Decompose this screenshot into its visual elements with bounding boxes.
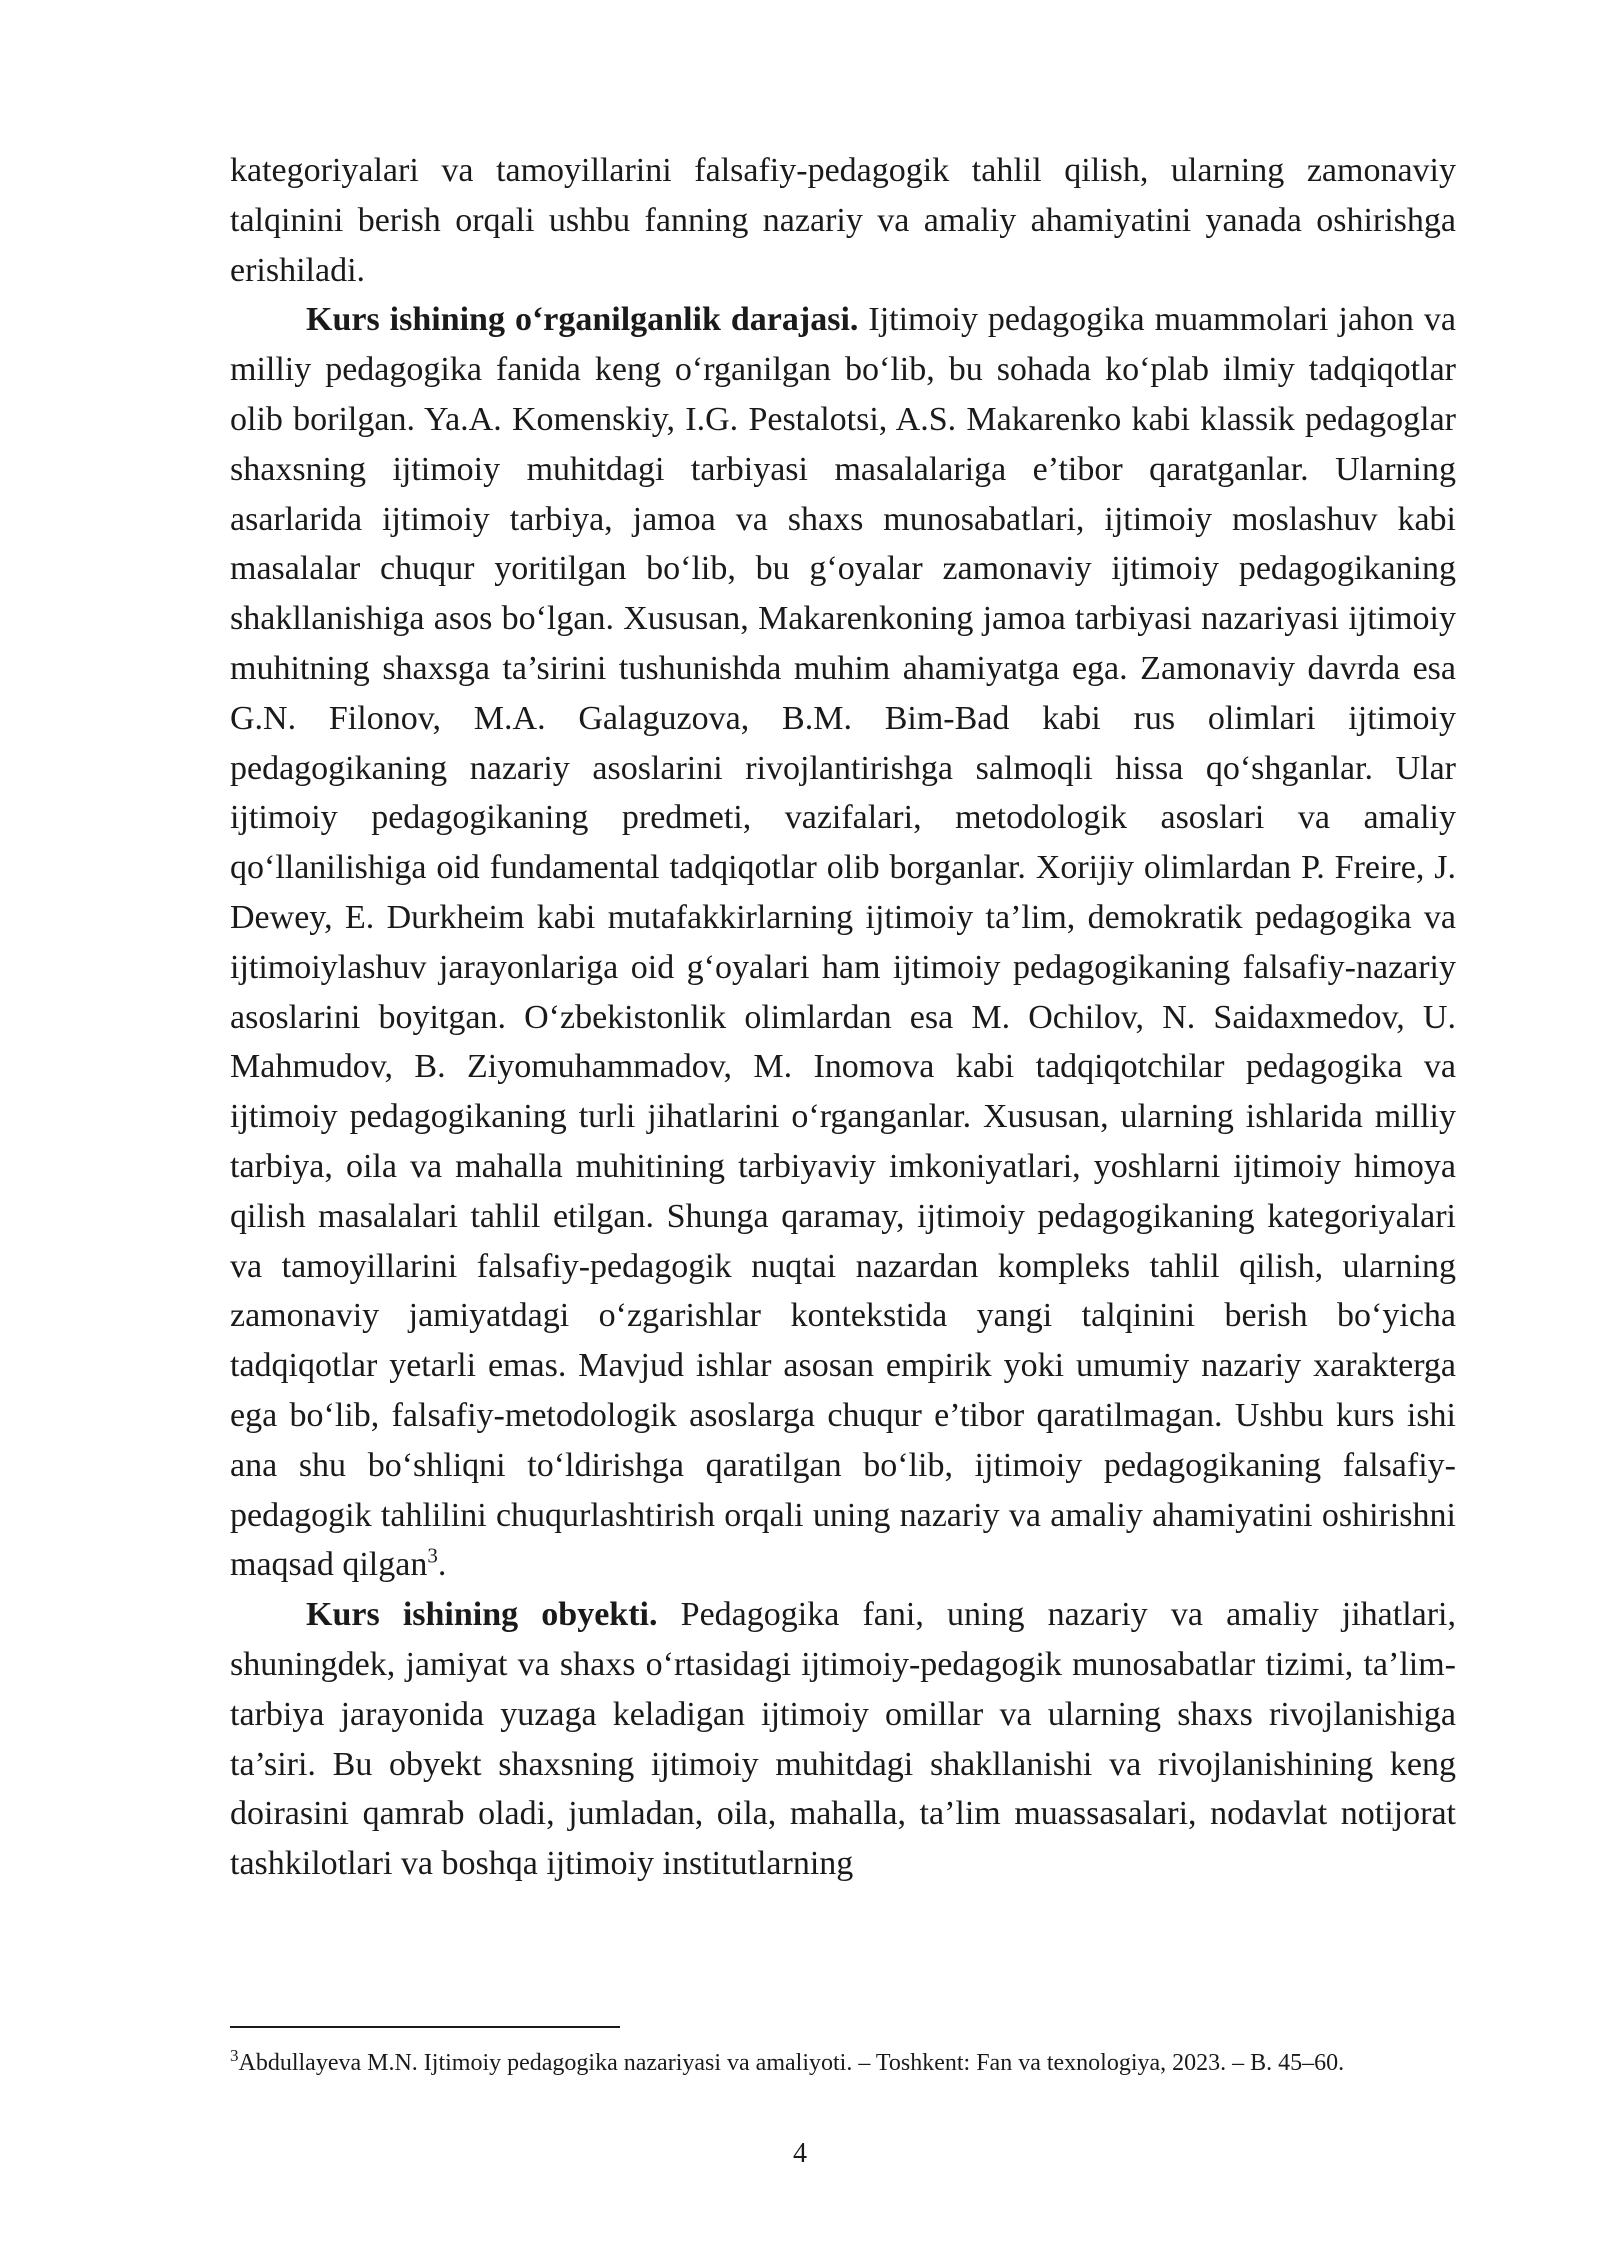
footnote-text: Abdullayeva M.N. Ijtimoiy pedagogika nazariyasi va amaliyoti. – Toshkent: Fan va texnologiya, 2023. – B. 45–60. [238,2050,1345,2076]
paragraph-intro-continuation [230,146,1456,295]
paragraph-study-level [230,295,1456,1590]
paragraph-text: Pedagogika fani, uning nazariy va amaliy jihatlari, shuningdek, jamiyat va shaxs o‘rtasidagi ijtimoiy-pedagogik munosabatlar tizimi, ta’lim-tarbiya jarayonida yuzaga keladigan ijtimoiy omillar va ularning shaxs rivojlanishiga ta’siri. Bu obyekt shaxsning ijtimoiy muhitdagi shakllanishi va rivojlanishining keng doirasini qamrab oladi, jumladan, oila, mahalla, ta’lim muassasalari, nodavlat notijorat tashkilotlari va boshqa ijtimoiy institutlarning [230,1596,1457,1883]
page-number: 4 [793,2138,807,2169]
page-body [230,146,1456,1889]
footnote-divider [230,2026,620,2028]
section-heading-object: Kurs ishining obyekti. [306,1596,658,1634]
paragraph-tail: . [437,1546,447,1584]
paragraph-text: kategoriyalari va tamoyillarini falsafiy-pedagogik tahlil qilish, ularning zamonaviy talqinini berish orqali ushbu fanning nazariy va amaliy ahamiyatini yanada oshirishga erishiladi. [230,152,1456,289]
paragraph-object [230,1590,1456,1889]
section-heading-study-level: Kurs ishining o‘rganilganlik darajasi. [306,301,859,339]
footnote-reference[interactable]: 3 [427,1543,438,1568]
paragraph-text: Ijtimoiy pedagogika muammolari jahon va milliy pedagogika fanida keng o‘rganilgan bo‘lib, bu sohada ko‘plab ilmiy tadqiqotlar olib borilgan. Ya.A. Komenskiy, I.G. Pestalotsi, A.S. Makarenko kabi klassik pedagoglar shaxsning ijtimoiy muhitdagi tarbiyasi masalalariga e’tibor qaratganlar. Ularning asarlarida ijtimoiy tarbiya, jamoa va shaxs munosabatlari, ijtimoiy moslashuv kabi masalalar chuqur yoritilgan bo‘lib, bu g‘oyalar zamonaviy ijtimoiy pedagogikaning shakllanishiga asos bo‘lgan. Xususan, Makarenkoning jamoa tarbiyasi nazariyasi ijtimoiy muhitning shaxsga ta’sirini tushunishda muhim ahamiyatga ega. Zamonaviy davrda esa G.N. Filonov, M.A. Galaguzova, B.M. Bim-Bad kabi rus olimlari ijtimoiy pedagogikaning nazariy asoslarini rivojlantirishga salmoqli hissa qo‘shganlar. Ular ijtimoiy pedagogikaning predmeti, vazifalari, metodologik asoslari va amaliy qo‘llanilishiga oid fundamental tadqiqotlar olib borganlar. Xorijiy olimlardan P. Freire, J. Dewey, E. Durkheim kabi mutafakkirlarning ijtimoiy ta’lim, demokratik pedagogika va ijtimoiylashuv jarayonlariga oid g‘oyalari ham ijtimoiy pedagogikaning falsafiy-nazariy asoslarini boyitgan. O‘zbekistonlik olimlardan esa M. Ochilov, N. Saidaxmedov, U. Mahmudov, B. Ziyomuhammadov, M. Inomova kabi tadqiqotchilar pedagogika va ijtimoiy pedagogikaning turli jihatlarini o‘rganganlar. Xususan, ularning ishlarida milliy tarbiya, oila va mahalla muhitining tarbiyaviy imkoniyatlari, yoshlarni ijtimoiy himoya qilish masalalari tahlil etilgan. Shunga qaramay, ijtimoiy pedagogikaning kategoriyalari va tamoyillarini falsafiy-pedagogik nuqtai nazardan kompleks tahlil qilish, ularning zamonaviy jamiyatdagi o‘zgarishlar kontekstida yangi talqinini berish bo‘yicha tadqiqotlar yetarli emas. Mavjud ishlar asosan empirik yoki umumiy nazariy xarakterga ega bo‘lib, falsafiy-metodologik asoslarga chuqur e’tibor qaratilmagan. Ushbu kurs ishi ana shu bo‘shliqni to‘ldirishga qaratilgan bo‘lib, ijtimoiy pedagogikaning falsafiy-pedagogik tahlilini chuqurlashtirish orqali uning nazariy va amaliy ahamiyatini oshirishni maqsad qilgan [230,301,1456,1584]
footnote-number: 3 [230,2046,239,2065]
footnote [230,2045,1456,2081]
